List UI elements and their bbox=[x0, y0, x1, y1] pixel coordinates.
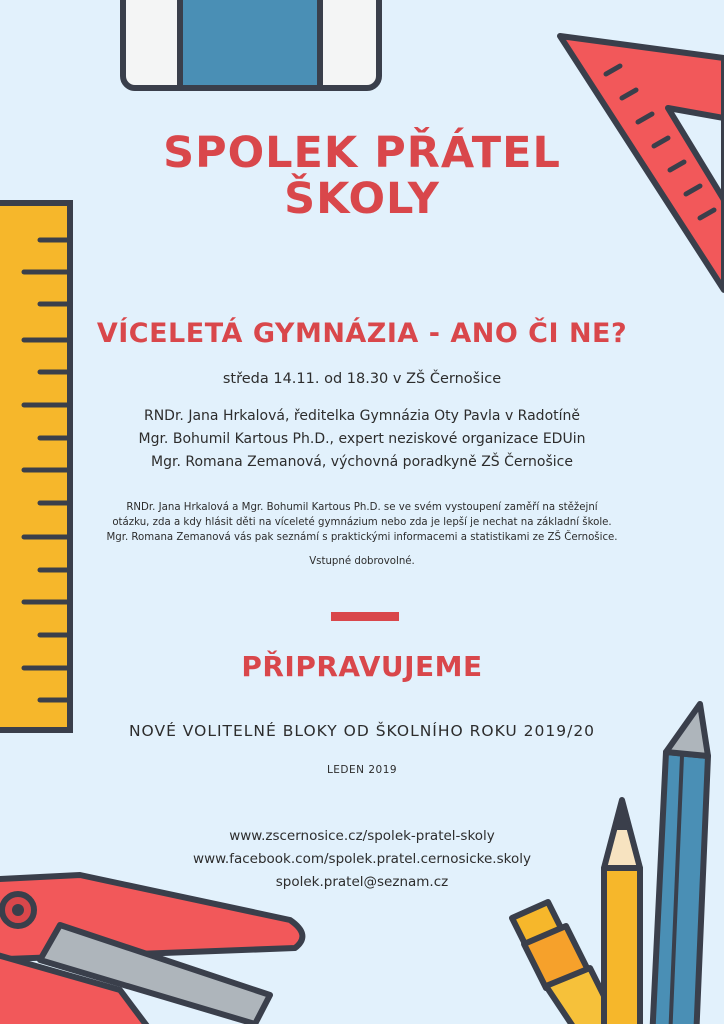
email-link[interactable]: spolek.pratel@seznam.cz bbox=[275, 874, 449, 890]
upcoming-date: LEDEN 2019 bbox=[326, 764, 398, 776]
speaker-item: Mgr. Bohumil Kartous Ph.D., expert neziskové organizace EDUin bbox=[138, 431, 586, 447]
description-line: otázku, zda a kdy hlásit děti na víceleté gymnázium nebo zda je lepší je nechat na základní škole. bbox=[112, 517, 612, 528]
title-line-1: SPOLEK PŘÁTEL bbox=[163, 128, 561, 178]
event-date: středa 14.11. od 18.30 v ZŠ Černošice bbox=[222, 371, 502, 387]
speaker-item: RNDr. Jana Hrkalová, ředitelka Gymnázia Oty Pavla v Radotíně bbox=[143, 408, 580, 424]
upcoming-heading: PŘIPRAVUJEME bbox=[241, 650, 483, 683]
section-divider bbox=[331, 612, 399, 621]
title-line-2: ŠKOLY bbox=[284, 174, 440, 224]
eraser-icon bbox=[123, 0, 379, 88]
event-title: VÍCELETÁ GYMNÁZIA - ANO ČI NE? bbox=[96, 318, 628, 349]
speaker-list bbox=[0, 405, 724, 474]
contact-list bbox=[0, 825, 724, 894]
upcoming-text: NOVÉ VOLITELNÉ BLOKY OD ŠKOLNÍHO ROKU 2019/20 bbox=[128, 722, 596, 740]
description-line: Mgr. Romana Zemanová vás pak seznámí s praktickými informacemi a statistikami ze ZŠ Černošice. bbox=[106, 532, 618, 543]
event-description bbox=[0, 500, 724, 545]
page-title bbox=[0, 130, 724, 222]
entry-note: Vstupné dobrovolné. bbox=[309, 556, 415, 567]
stapler-icon bbox=[0, 875, 302, 1024]
speaker-item: Mgr. Romana Zemanová, výchovná poradkyně ZŠ Černošice bbox=[151, 454, 573, 470]
website-link[interactable]: www.zscernosice.cz/spolek-pratel-skoly bbox=[229, 828, 495, 844]
facebook-link[interactable]: www.facebook.com/spolek.pratel.cernosicke.skoly bbox=[193, 851, 531, 867]
description-line: RNDr. Jana Hrkalová a Mgr. Bohumil Kartous Ph.D. se ve svém vystoupení zaměří na stěžejní bbox=[126, 502, 598, 513]
